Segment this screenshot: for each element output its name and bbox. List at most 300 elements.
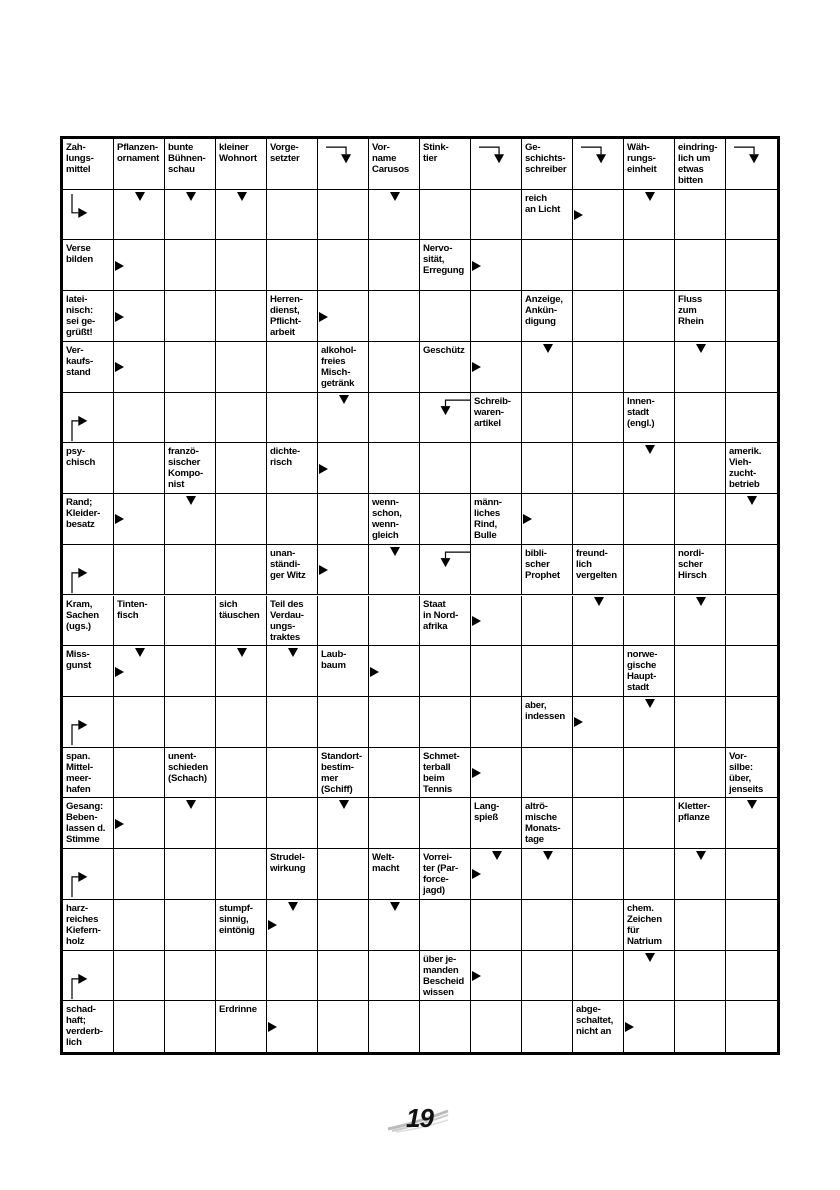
clue-cell <box>471 545 522 596</box>
answer-cell[interactable] <box>522 342 573 393</box>
answer-cell[interactable] <box>573 596 624 647</box>
answer-cell[interactable] <box>675 697 726 748</box>
clue-text: kleiner Wohnort <box>219 142 257 164</box>
clue-cell <box>369 849 420 900</box>
clue-text: psy- chisch <box>66 446 96 469</box>
answer-cell[interactable] <box>471 646 522 697</box>
clue-text: Strudel- wirkung <box>270 852 306 875</box>
clue-text: amerik. Vieh- zucht- betrieb <box>729 446 762 491</box>
clue-text: chem. Zeichen für Natrium <box>627 902 662 947</box>
clue-cell <box>675 291 726 342</box>
clue-cell <box>726 139 777 190</box>
answer-cell[interactable] <box>114 951 165 1002</box>
answer-cell[interactable] <box>369 190 420 241</box>
clue-cell <box>63 1001 114 1052</box>
clue-text: stumpf- sinnig, eintönig <box>219 902 255 936</box>
bent-arrow-down-icon <box>420 393 471 444</box>
bent-arrow-right-icon <box>63 951 114 1002</box>
answer-cell[interactable] <box>216 646 267 697</box>
answer-cell[interactable] <box>726 494 777 545</box>
answer-cell[interactable] <box>573 190 624 241</box>
answer-cell[interactable] <box>369 596 420 647</box>
answer-cell[interactable] <box>420 900 471 951</box>
clue-text: Nervo- sität, Erregung <box>423 243 465 277</box>
clue-cell <box>420 748 471 799</box>
answer-cell[interactable] <box>420 646 471 697</box>
answer-cell[interactable] <box>216 393 267 444</box>
answer-cell[interactable] <box>471 900 522 951</box>
clue-cell <box>675 545 726 596</box>
clue-text: Fluss zum Rhein <box>678 294 704 328</box>
clue-cell <box>624 900 675 951</box>
clue-cell <box>522 697 573 748</box>
answer-cell[interactable] <box>471 342 522 393</box>
answer-cell[interactable] <box>165 342 216 393</box>
clue-text: über je- manden Bescheid wissen <box>423 953 465 998</box>
answer-cell[interactable] <box>216 798 267 849</box>
clue-text: Erdrinne <box>219 1004 257 1016</box>
clue-text: schad- haft; verderb- lich <box>66 1004 103 1049</box>
answer-cell[interactable] <box>726 697 777 748</box>
answer-cell[interactable] <box>522 646 573 697</box>
clue-text: Innen- stadt (engl.) <box>627 395 655 429</box>
clue-cell <box>63 646 114 697</box>
answer-cell[interactable] <box>624 190 675 241</box>
answer-cell[interactable] <box>522 951 573 1002</box>
page-number <box>386 1103 450 1137</box>
answer-cell[interactable] <box>471 190 522 241</box>
answer-cell[interactable] <box>573 240 624 291</box>
clue-text: Schreib- waren- artikel <box>474 395 511 429</box>
answer-cell[interactable] <box>726 545 777 596</box>
clue-cell <box>318 748 369 799</box>
clue-cell <box>63 596 114 647</box>
answer-cell[interactable] <box>165 291 216 342</box>
clue-text: freund- lich vergelten <box>576 547 617 581</box>
answer-cell[interactable] <box>573 291 624 342</box>
answer-cell[interactable] <box>165 494 216 545</box>
answer-cell[interactable] <box>573 900 624 951</box>
answer-cell[interactable] <box>726 849 777 900</box>
answer-cell[interactable] <box>522 1001 573 1052</box>
bent-arrow-down-icon <box>573 139 624 190</box>
answer-cell[interactable] <box>216 748 267 799</box>
clue-text: bunte Bühnen- schau <box>168 142 206 175</box>
answer-cell[interactable] <box>114 646 165 697</box>
clue-cell <box>216 596 267 647</box>
clue-cell <box>63 291 114 342</box>
answer-cell[interactable] <box>573 849 624 900</box>
bent-arrow-right-icon <box>63 849 114 900</box>
answer-cell[interactable] <box>318 900 369 951</box>
answer-cell[interactable] <box>114 545 165 596</box>
answer-cell[interactable] <box>420 443 471 494</box>
answer-cell[interactable] <box>267 190 318 241</box>
answer-cell[interactable] <box>267 240 318 291</box>
answer-cell[interactable] <box>267 1001 318 1052</box>
answer-cell[interactable] <box>216 291 267 342</box>
clue-text: Ge- schichts- schreiber <box>525 142 567 175</box>
answer-cell[interactable] <box>420 494 471 545</box>
answer-cell[interactable] <box>318 596 369 647</box>
answer-cell[interactable] <box>573 393 624 444</box>
clue-cell <box>471 494 522 545</box>
clue-cell <box>522 291 573 342</box>
clue-text: nordi- scher Hirsch <box>678 547 707 581</box>
answer-cell[interactable] <box>369 291 420 342</box>
clue-cell <box>624 139 675 190</box>
clue-cell <box>63 545 114 596</box>
clue-cell <box>369 139 420 190</box>
clue-cell <box>471 798 522 849</box>
answer-cell[interactable] <box>624 748 675 799</box>
clue-cell <box>573 545 624 596</box>
clue-cell <box>420 240 471 291</box>
clue-cell <box>522 798 573 849</box>
clue-text: eindring- lich um etwas bitten <box>678 142 718 186</box>
answer-cell[interactable] <box>573 342 624 393</box>
answer-cell[interactable] <box>318 849 369 900</box>
clue-text: Anzeige, Ankün- digung <box>525 294 563 328</box>
bent-arrow-right-icon <box>63 545 114 596</box>
clue-cell <box>267 545 318 596</box>
answer-cell[interactable] <box>471 951 522 1002</box>
clue-text: dichte- risch <box>270 446 301 469</box>
answer-cell[interactable] <box>216 190 267 241</box>
clue-cell <box>420 596 471 647</box>
answer-cell[interactable] <box>675 748 726 799</box>
answer-cell[interactable] <box>318 240 369 291</box>
answer-cell[interactable] <box>675 342 726 393</box>
bent-arrow-right-icon <box>63 393 114 444</box>
bent-arrow-down-icon <box>471 545 522 596</box>
answer-cell[interactable] <box>114 190 165 241</box>
clue-text: alkohol- freies Misch- getränk <box>321 344 357 389</box>
answer-cell[interactable] <box>624 697 675 748</box>
clue-cell <box>165 748 216 799</box>
answer-cell[interactable] <box>624 545 675 596</box>
answer-cell[interactable] <box>573 697 624 748</box>
clue-cell <box>420 342 471 393</box>
clue-cell <box>420 139 471 190</box>
answer-cell[interactable] <box>369 240 420 291</box>
answer-cell[interactable] <box>318 951 369 1002</box>
clue-cell <box>471 139 522 190</box>
answer-cell[interactable] <box>216 494 267 545</box>
clue-cell <box>522 545 573 596</box>
answer-cell[interactable] <box>369 393 420 444</box>
answer-cell[interactable] <box>420 697 471 748</box>
clue-text: wenn- schon, wenn- gleich <box>372 497 402 542</box>
answer-cell[interactable] <box>318 697 369 748</box>
answer-cell[interactable] <box>726 393 777 444</box>
clue-text: Welt- macht <box>372 852 400 875</box>
clue-cell <box>675 798 726 849</box>
answer-cell[interactable] <box>471 849 522 900</box>
answer-cell[interactable] <box>726 342 777 393</box>
answer-cell[interactable] <box>624 951 675 1002</box>
answer-cell[interactable] <box>420 1001 471 1052</box>
answer-cell[interactable] <box>726 646 777 697</box>
answer-cell[interactable] <box>267 900 318 951</box>
answer-cell[interactable] <box>216 951 267 1002</box>
bent-arrow-down-icon <box>471 139 522 190</box>
answer-cell[interactable] <box>114 697 165 748</box>
clue-text: abge- schaltet, nicht an <box>576 1004 614 1038</box>
clue-text: Geschütz <box>423 344 465 356</box>
clue-text: Vorge- setzter <box>270 142 300 164</box>
answer-cell[interactable] <box>522 494 573 545</box>
answer-cell[interactable] <box>420 190 471 241</box>
clue-text: Kletter- pflanze <box>678 801 710 824</box>
answer-cell[interactable] <box>471 748 522 799</box>
clue-text: Vorrei- ter (Par- force- jagd) <box>423 852 458 897</box>
answer-cell[interactable] <box>471 1001 522 1052</box>
answer-cell[interactable] <box>318 393 369 444</box>
answer-cell[interactable] <box>216 697 267 748</box>
answer-cell[interactable] <box>675 393 726 444</box>
answer-cell[interactable] <box>573 748 624 799</box>
answer-cell[interactable] <box>675 443 726 494</box>
answer-cell[interactable] <box>471 291 522 342</box>
clue-cell <box>675 139 726 190</box>
clue-cell <box>63 849 114 900</box>
answer-cell[interactable] <box>420 798 471 849</box>
clue-text: franzö- sischer Kompo- nist <box>168 446 204 491</box>
answer-cell[interactable] <box>522 393 573 444</box>
clue-cell <box>267 291 318 342</box>
answer-cell[interactable] <box>114 291 165 342</box>
answer-cell[interactable] <box>318 190 369 241</box>
answer-cell[interactable] <box>522 748 573 799</box>
answer-cell[interactable] <box>573 646 624 697</box>
answer-cell[interactable] <box>369 1001 420 1052</box>
clue-text: Vor- silbe: über, jenseits <box>729 750 764 795</box>
answer-cell[interactable] <box>318 494 369 545</box>
answer-cell[interactable] <box>318 1001 369 1052</box>
clue-text: altrö- mische Monats- tage <box>525 801 561 846</box>
clue-cell <box>63 748 114 799</box>
clue-cell <box>63 443 114 494</box>
answer-cell[interactable] <box>165 240 216 291</box>
answer-cell[interactable] <box>318 443 369 494</box>
clue-text: Ver- kaufs- stand <box>66 344 94 378</box>
answer-cell[interactable] <box>165 1001 216 1052</box>
answer-cell[interactable] <box>573 798 624 849</box>
answer-cell[interactable] <box>369 951 420 1002</box>
answer-cell[interactable] <box>114 900 165 951</box>
clue-text: Stink- tier <box>423 142 449 164</box>
answer-cell[interactable] <box>369 443 420 494</box>
answer-cell[interactable] <box>216 849 267 900</box>
clue-cell <box>318 139 369 190</box>
clue-cell <box>318 342 369 393</box>
clue-cell <box>624 393 675 444</box>
clue-text: latei- nisch: sei ge- grüßt! <box>66 294 95 339</box>
answer-cell[interactable] <box>726 1001 777 1052</box>
answer-cell[interactable] <box>267 342 318 393</box>
answer-cell[interactable] <box>522 443 573 494</box>
clue-cell <box>216 139 267 190</box>
clue-cell <box>63 342 114 393</box>
clue-cell <box>726 748 777 799</box>
clue-cell <box>522 139 573 190</box>
bent-arrow-down-icon <box>726 139 777 190</box>
answer-cell[interactable] <box>318 798 369 849</box>
answer-cell[interactable] <box>624 291 675 342</box>
clue-text: Gesang: Beben- lassen d. Stimme <box>66 801 106 846</box>
answer-cell[interactable] <box>675 849 726 900</box>
answer-cell[interactable] <box>216 342 267 393</box>
answer-cell[interactable] <box>624 596 675 647</box>
answer-cell[interactable] <box>675 900 726 951</box>
clue-text: Staat in Nord- afrika <box>423 598 459 632</box>
clue-text: reich an Licht <box>525 192 561 215</box>
answer-cell[interactable] <box>675 596 726 647</box>
clue-text: Rand; Kleider- besatz <box>66 497 101 531</box>
answer-cell[interactable] <box>471 697 522 748</box>
clue-text: Teil des Verdau- ungs- traktes <box>270 598 304 643</box>
clue-cell <box>165 443 216 494</box>
clue-cell <box>63 494 114 545</box>
answer-cell[interactable] <box>114 393 165 444</box>
answer-cell[interactable] <box>624 849 675 900</box>
answer-cell[interactable] <box>114 443 165 494</box>
answer-cell[interactable] <box>114 1001 165 1052</box>
answer-cell[interactable] <box>369 900 420 951</box>
clue-text: Tinten- fisch <box>117 598 148 621</box>
clue-cell <box>624 646 675 697</box>
clue-text: span. Mittel- meer- hafen <box>66 750 93 795</box>
answer-cell[interactable] <box>267 798 318 849</box>
answer-cell[interactable] <box>726 900 777 951</box>
answer-cell[interactable] <box>369 646 420 697</box>
clue-cell <box>267 443 318 494</box>
answer-cell[interactable] <box>267 951 318 1002</box>
clue-text: Lang- spieß <box>474 801 500 824</box>
clue-cell <box>420 849 471 900</box>
answer-cell[interactable] <box>471 240 522 291</box>
answer-cell[interactable] <box>114 342 165 393</box>
answer-cell[interactable] <box>369 342 420 393</box>
answer-cell[interactable] <box>114 748 165 799</box>
answer-cell[interactable] <box>624 798 675 849</box>
clue-cell <box>267 139 318 190</box>
answer-cell[interactable] <box>573 443 624 494</box>
answer-cell[interactable] <box>165 646 216 697</box>
answer-cell[interactable] <box>114 798 165 849</box>
answer-cell[interactable] <box>165 190 216 241</box>
clue-cell <box>114 596 165 647</box>
answer-cell[interactable] <box>726 190 777 241</box>
clue-text: Pflanzen- ornament <box>117 142 160 164</box>
clue-text: Verse bilden <box>66 243 94 266</box>
answer-cell[interactable] <box>165 393 216 444</box>
answer-cell[interactable] <box>624 494 675 545</box>
answer-cell[interactable] <box>726 951 777 1002</box>
answer-cell[interactable] <box>573 951 624 1002</box>
answer-cell[interactable] <box>216 545 267 596</box>
answer-cell[interactable] <box>369 697 420 748</box>
answer-cell[interactable] <box>369 545 420 596</box>
answer-cell[interactable] <box>675 240 726 291</box>
answer-cell[interactable] <box>624 443 675 494</box>
answer-cell[interactable] <box>216 240 267 291</box>
answer-cell[interactable] <box>522 240 573 291</box>
answer-cell[interactable] <box>675 646 726 697</box>
answer-cell[interactable] <box>267 494 318 545</box>
answer-cell[interactable] <box>675 190 726 241</box>
clue-text: aber, indessen <box>525 699 565 722</box>
clue-cell <box>63 697 114 748</box>
answer-cell[interactable] <box>675 494 726 545</box>
answer-cell[interactable] <box>675 951 726 1002</box>
clue-cell <box>114 139 165 190</box>
clue-text: Wäh- rungs- einheit <box>627 142 657 175</box>
answer-cell[interactable] <box>624 342 675 393</box>
bent-arrow-right-icon <box>63 190 114 241</box>
answer-cell[interactable] <box>726 798 777 849</box>
clue-text: Schmet- terball beim Tennis <box>423 750 460 795</box>
crossword-grid <box>60 136 780 1055</box>
clue-cell <box>63 240 114 291</box>
answer-cell[interactable] <box>165 697 216 748</box>
clue-text: Laub- baum <box>321 649 347 672</box>
page-number-text: 19 <box>406 1103 433 1133</box>
answer-cell[interactable] <box>471 596 522 647</box>
answer-cell[interactable] <box>165 798 216 849</box>
answer-cell[interactable] <box>420 291 471 342</box>
answer-cell[interactable] <box>318 291 369 342</box>
answer-cell[interactable] <box>369 798 420 849</box>
answer-cell[interactable] <box>522 596 573 647</box>
clue-cell <box>63 393 114 444</box>
answer-cell[interactable] <box>624 1001 675 1052</box>
answer-cell[interactable] <box>726 596 777 647</box>
answer-cell[interactable] <box>726 291 777 342</box>
answer-cell[interactable] <box>267 748 318 799</box>
clue-cell <box>63 139 114 190</box>
clue-cell <box>216 900 267 951</box>
clue-text: Miss- gunst <box>66 649 92 672</box>
answer-cell[interactable] <box>522 849 573 900</box>
answer-cell[interactable] <box>165 951 216 1002</box>
answer-cell[interactable] <box>216 443 267 494</box>
clue-cell <box>573 1001 624 1052</box>
answer-cell[interactable] <box>675 1001 726 1052</box>
answer-cell[interactable] <box>267 393 318 444</box>
answer-cell[interactable] <box>471 443 522 494</box>
answer-cell[interactable] <box>114 494 165 545</box>
answer-cell[interactable] <box>165 545 216 596</box>
answer-cell[interactable] <box>267 646 318 697</box>
answer-cell[interactable] <box>522 900 573 951</box>
answer-cell[interactable] <box>624 240 675 291</box>
answer-cell[interactable] <box>165 596 216 647</box>
answer-cell[interactable] <box>267 697 318 748</box>
answer-cell[interactable] <box>114 849 165 900</box>
answer-cell[interactable] <box>573 494 624 545</box>
answer-cell[interactable] <box>318 545 369 596</box>
answer-cell[interactable] <box>369 748 420 799</box>
answer-cell[interactable] <box>726 240 777 291</box>
clue-text: unent- schieden (Schach) <box>168 750 208 784</box>
answer-cell[interactable] <box>165 849 216 900</box>
answer-cell[interactable] <box>114 240 165 291</box>
bent-arrow-down-icon <box>318 139 369 190</box>
answer-cell[interactable] <box>165 900 216 951</box>
clue-cell <box>522 190 573 241</box>
